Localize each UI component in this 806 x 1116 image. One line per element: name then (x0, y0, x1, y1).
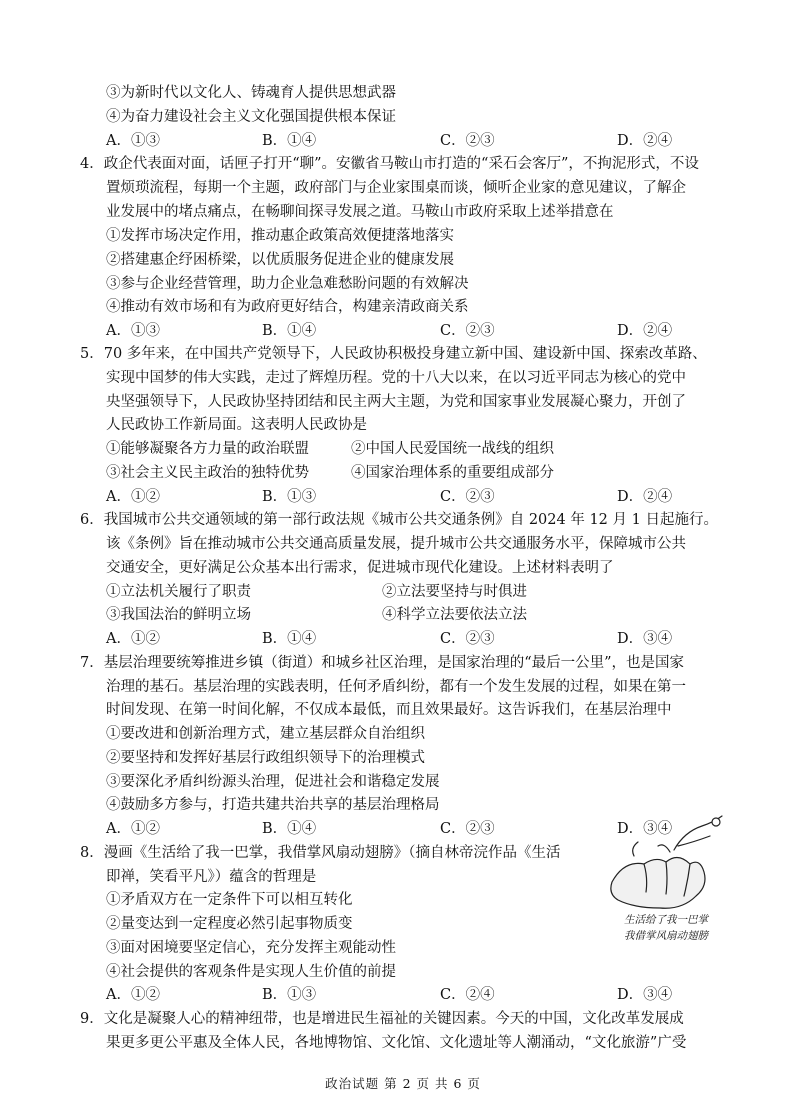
q5-item-2: ②中国人民爱国统一战线的组织 (351, 441, 554, 457)
q6-option-c: C．②③ (440, 631, 495, 647)
q3-item-4: ④为奋力建设社会主义文化强国提供根本保证 (106, 109, 396, 125)
q6-option-d: D．③④ (617, 631, 673, 647)
q5-stem-line-3: 央坚强领导下，人民政协坚持团结和民主两大主题，为党和国家事业发展凝心聚力，开创了 (106, 394, 686, 410)
q4-item-2: ②搭建惠企纾困桥梁，以优质服务促进企业的健康发展 (106, 252, 454, 268)
q3-item-3: ③为新时代以文化人、铸魂育人提供思想武器 (106, 85, 396, 101)
q4-option-b: B．①④ (262, 323, 317, 339)
q5-option-b: B．①③ (262, 489, 317, 505)
q5-option-d: D．②④ (617, 489, 673, 505)
q7-item-2: ②要坚持和发挥好基层行政组织领导下的治理模式 (106, 750, 425, 766)
q6-option-b: B．①④ (262, 631, 317, 647)
q6-item-4: ④科学立法要依法立法 (382, 607, 527, 623)
q6-option-a: A．①② (106, 631, 160, 647)
q4-stem-line-3: 业发展中的堵点痛点，在畅聊间探寻发展之道。马鞍山市政府采取上述举措意在 (106, 204, 614, 220)
q4-stem-line-2: 置烦琐流程，每期一个主题，政府部门与企业家围桌而谈，倾听企业家的意见建议，了解企 (106, 180, 686, 196)
q4-item-1: ①发挥市场决定作用，推动惠企政策高效便捷落地落实 (106, 228, 454, 244)
q4-item-3: ③参与企业经营管理，助力企业急难愁盼问题的有效解决 (106, 276, 469, 292)
q4-item-4: ④推动有效市场和有为政府更好结合，构建亲清政商关系 (106, 299, 469, 315)
q9-stem-line-2: 果更多更公平惠及全体人民，各地博物馆、文化馆、文化遗址等人潮涌动，“文化旅游”广受 (106, 1035, 687, 1051)
q5-stem-line-2: 实现中国梦的伟大实践，走过了辉煌历程。党的十八大以来，在以习近平同志为核心的党中 (106, 370, 686, 386)
q3-option-a: A．①③ (106, 133, 160, 149)
q8-stem-line-2: 即禅，笑看平凡》）蕴含的哲理是 (106, 869, 317, 885)
cartoon-caption-line-1: 生活给了我一巴掌 (624, 914, 708, 926)
q7-item-4: ④鼓励多方参与，打造共建共治共享的基层治理格局 (106, 797, 440, 813)
q6-item-3: ③我国法治的鲜明立场 (106, 607, 251, 623)
q6-item-2: ②立法要坚持与时俱进 (382, 584, 527, 600)
q7-option-b: B．①④ (262, 821, 317, 837)
q7-stem-line-3: 时间发现、在第一时间化解，不仅成本最低，而且效果最好。这告诉我们，在基层治理中 (106, 702, 672, 718)
q8-option-d: D．③④ (617, 987, 673, 1003)
q9-stem-line-1: 9．文化是凝聚人心的精神纽带，也是增进民生福祉的关键因素。今天的中国，文化改革发展成 (80, 1011, 684, 1027)
q7-option-c: C．②③ (440, 821, 495, 837)
q5-stem-line-1: 5．70 多年来，在中国共产党领导下，人民政协积极投身建立新中国、建设新中国、探索改革路、 (80, 346, 707, 362)
q8-option-c: C．②④ (440, 987, 495, 1003)
q8-option-b: B．①③ (262, 987, 317, 1003)
q8-stem-line-1: 8．漫画《生活给了我一巴掌，我借掌风扇动翅膀》（摘自林帝浣作品《生活 (80, 845, 561, 861)
q7-stem-line-2: 治理的基石。基层治理的实践表明，任何矛盾纠纷，都有一个发生发展的过程，如果在第一 (106, 679, 686, 695)
q8-item-1: ①矛盾双方在一定条件下可以相互转化 (106, 892, 353, 908)
q6-item-1: ①立法机关履行了职责 (106, 584, 251, 600)
q3-option-c: C．②③ (440, 133, 495, 149)
q5-item-1: ①能够凝聚各方力量的政治联盟 (106, 441, 309, 457)
cartoon-caption-line-2: 我借掌风扇动翅膀 (624, 930, 708, 942)
q6-stem-line-1: 6．我国城市公共交通领域的第一部行政法规《城市公共交通条例》自 2024 年 12 月 1 日起施行。 (80, 512, 718, 528)
q6-stem-line-2: 该《条例》旨在推动城市公共交通高质量发展，提升城市公共交通服务水平，保障城市公共 (106, 536, 686, 552)
q4-option-d: D．②④ (617, 323, 673, 339)
q5-option-a: A．①② (106, 489, 160, 505)
q8-option-a: A．①② (106, 987, 160, 1003)
q5-option-c: C．②③ (440, 489, 495, 505)
q5-item-4: ④国家治理体系的重要组成部分 (351, 465, 554, 481)
q7-stem-line-1: 7．基层治理要统筹推进乡镇（街道）和城乡社区治理，是国家治理的“最后一公里”，也是国家 (80, 655, 685, 671)
q3-option-b: B．①④ (262, 133, 317, 149)
q7-item-1: ①要改进和创新治理方式，建立基层群众自治组织 (106, 726, 425, 742)
q8-item-2: ②量变达到一定程度必然引起事物质变 (106, 916, 353, 932)
q6-stem-line-3: 交通安全，更好满足公众基本出行需求，促进城市现代化建设。上述材料表明了 (106, 560, 614, 576)
q8-item-3: ③面对困境要坚定信心，充分发挥主观能动性 (106, 940, 396, 956)
q7-option-a: A．①② (106, 821, 160, 837)
page-footer: 政治试题 第 2 页 共 6 页 (325, 1076, 481, 1091)
q5-item-3: ③社会主义民主政治的独特优势 (106, 465, 309, 481)
q4-stem-line-1: 4．政企代表面对面，话匣子打开“聊”。安徽省马鞍山市打造的“采石会客厅”，不拘泥形式，不设 (80, 156, 699, 172)
q3-option-d: D．②④ (617, 133, 673, 149)
q5-stem-line-4: 人民政协工作新局面。这表明人民政协是 (106, 417, 367, 433)
q4-option-a: A．①③ (106, 323, 160, 339)
q7-item-3: ③要深化矛盾纠纷源头治理，促进社会和谐稳定发展 (106, 774, 440, 790)
q8-item-4: ④社会提供的客观条件是实现人生价值的前提 (106, 964, 396, 980)
q7-option-d: D．③④ (617, 821, 673, 837)
q4-option-c: C．②③ (440, 323, 495, 339)
